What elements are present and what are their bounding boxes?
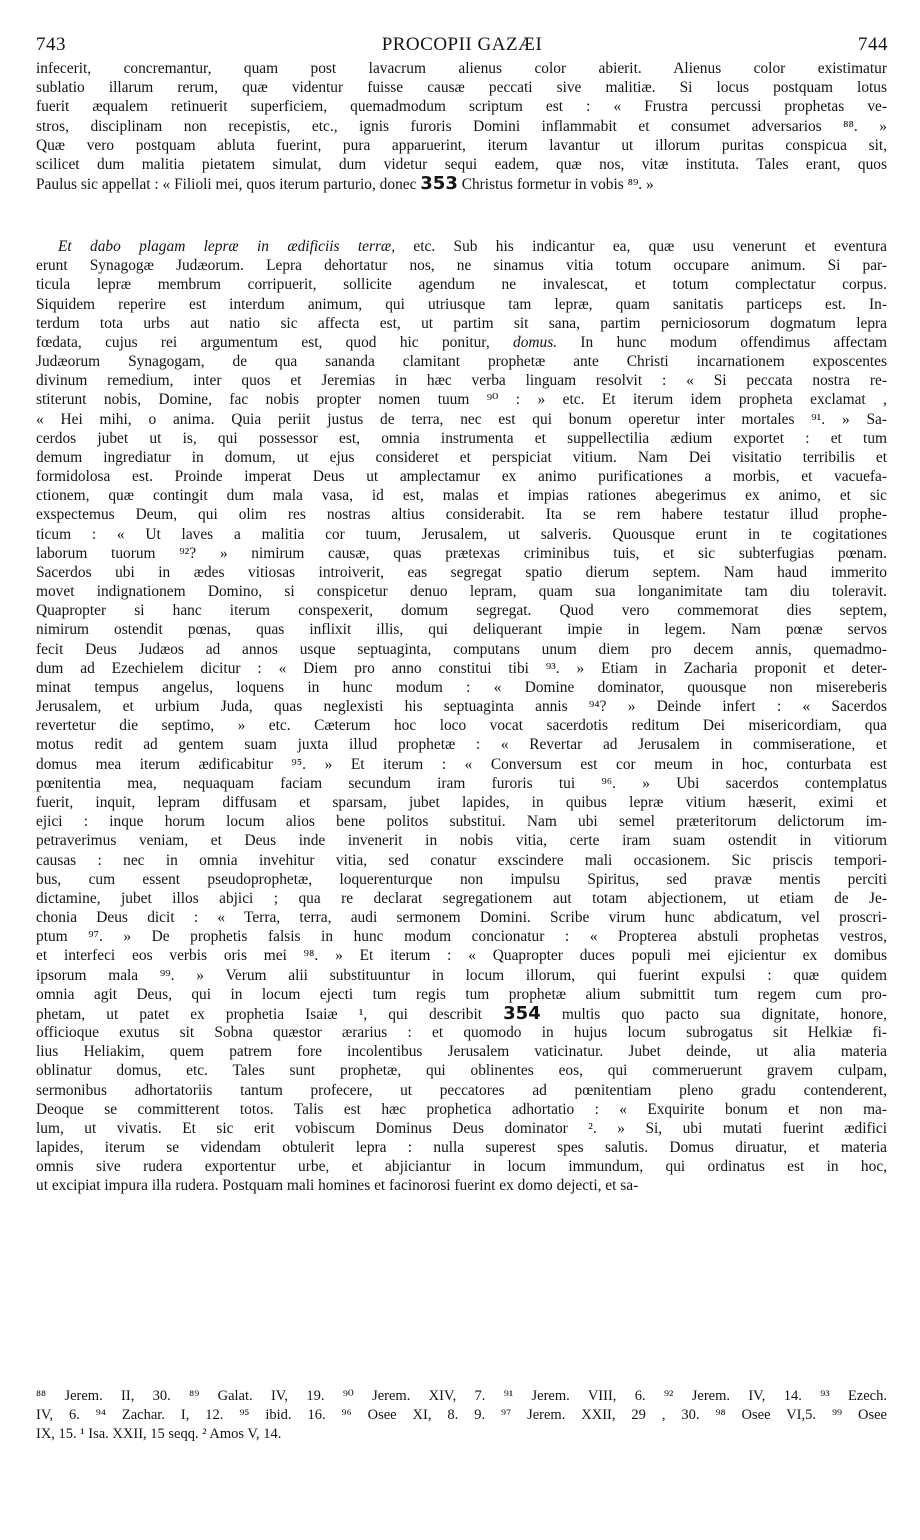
- text-line: divinum remedium, inter quos et Jeremias in hæc verba linguam resolvit : « Si peccata nostra re-: [36, 372, 887, 390]
- text-line: oblinatur domus, etc. Tales sunt prophetæ, qui oblinentes eos, qui commeruerunt gravem culpam,: [36, 1062, 887, 1080]
- text-run: In hunc modum offendimus affectam: [557, 333, 887, 351]
- running-title: PROCOPII GAZÆI: [381, 34, 543, 55]
- text-line: Judæorum Synagogam, de qua sananda clamitant prophetæ ante Christi incarnationem exposcentes: [36, 353, 887, 371]
- text-run: Christus formetur in vobis ⁸⁹. »: [457, 176, 654, 194]
- text-line: ctionem, quæ contingit dum mala vasa, id est, malas et impias rationes abegerimus ex animo, et sic: [36, 487, 887, 505]
- text-line: [36, 237, 887, 256]
- text-line: Deoque se committerent totos. Talis est hæc prophetica adhortatio : « Exquirite bonum et non ma-: [36, 1100, 887, 1118]
- text-line: fecit Deus Judæos ad annos usque septuaginta, computans unum diem pro decem annis, quemadmo-: [36, 640, 887, 658]
- text-line: ipsorum mala ⁹⁹. » Verum alii substituuntur in locum illorum, qui fuerint expulsi : quæ quidem: [36, 966, 887, 984]
- text-line: omnia agit Deus, qui in locum ejecti tum regis tum prophetæ alium submittit tum regem cum pro-: [36, 985, 887, 1003]
- footnote-line: IV, 6. ⁹⁴ Zachar. I, 12. ⁹⁵ ibid. 16. ⁹⁶ Osee XI, 8. 9. ⁹⁷ Jerem. XXII, 29 , 30. ⁹⁸ Osee VI,5. ⁹⁹ Osee: [36, 1407, 887, 1423]
- text-run: etc. Sub his indicantur ea, quæ usu venerunt et eventura: [395, 238, 887, 255]
- text-line: lum, ut vivatis. Et sic erit vobiscum Dominus Deus dominator ². » Si, ubi mutati fuerint ædifici: [36, 1119, 887, 1137]
- italic-phrase: domus.: [513, 333, 558, 351]
- text-line: ticula lepræ membrum corripuerit, sollicite agendum ne invalescat, et totum complectatur corpus.: [36, 276, 887, 294]
- text-line: bus, cum essent pseudoprophetæ, loquerenturque non impulsu Spiritus, sed pravæ mentis perciti: [36, 870, 887, 888]
- running-header: [36, 34, 888, 62]
- text-line: movet indignationem Domino, si conspicetur denuo lepram, quam sua longanimitate tam diu toleravit.: [36, 583, 887, 601]
- paragraph-continuation: [36, 59, 887, 193]
- text-line: stros, disciplinam non recepistis, etc., ignis furoris Domini inflammabit et consumet adversarios ⁸⁸. »: [36, 117, 887, 135]
- text-line: erunt Synagogæ Judæorum. Lepra dehortatur nos, ne sinamus vitia totum occupare animum. Si par-: [36, 257, 887, 275]
- text-line: demum ingrediatur in domum, ut ejus consideret et perspiciat vitium. Nam Dei visitatio terribilis et: [36, 448, 887, 466]
- column-number: 353: [420, 173, 458, 195]
- text-line: Siquidem reperire est interdum animum, qui utriusque tam lepræ, quam sanitatis particeps est. In-: [36, 295, 887, 313]
- text-line: dum ad Ezechielem dicitur : « Diem pro anno constitui tibi ⁹³. » Etiam in Zacharia proponit et deter-: [36, 659, 887, 677]
- footnote-line: IX, 15. ¹ Isa. XXII, 15 seqq. ² Amos V, 14.: [36, 1426, 282, 1442]
- text-line: officioque exutus sit Sobna quæstor ærarius : et quomodo in hujus locum subrogatus sit Helkiæ fi-: [36, 1024, 887, 1042]
- text-line: exspectemus Deum, qui olim res nostras altius considerabit. Ita se rem habere testatur illud prophe-: [36, 506, 887, 524]
- text-line: ticum : « Ut laves a malitia cor tuum, Jerusalem, ut salveris. Quousque erunt in te cogitationes: [36, 525, 887, 543]
- text-line: scilicet dum malitia pietatem simulat, dum videtur sequi eadem, quæ nos, vitæ instituta. Tales erant, quos: [36, 155, 887, 173]
- italic-phrase: Et dabo plagam lepræ in ædificiis terræ,: [58, 238, 396, 255]
- text-line: fuerit, inquit, lepram diffusam et sparsam, jubet lapides, in quibus lepræ vitium hæserit, eximi et: [36, 793, 887, 811]
- text-line: omnis sive rudera exportentur urbe, et abjiciantur in locum immundum, qui ordinatus est in hoc,: [36, 1158, 887, 1176]
- footnote-line: ⁸⁸ Jerem. II, 30. ⁸⁹ Galat. IV, 19. ⁹⁰ Jerem. XIV, 7. ⁹¹ Jerem. VIII, 6. ⁹² Jerem. IV, 14. ⁹³ Ezech.: [36, 1388, 887, 1404]
- text-run: Paulus sic appellat : « Filioli mei, quos iterum parturio, donec: [36, 176, 421, 194]
- text-line: motus redit ad gentem suam juxta illud prophetæ : « Revertar ad Jerusalem in commiseratione, et: [36, 736, 887, 754]
- text-line: laborum tuorum ⁹²? » nimirum causæ, quas prætexas criminibus tuis, et sic subterfugias pœnam.: [36, 544, 887, 562]
- text-line: stiterunt nobis, Domine, fac nobis propter nomen tuum ⁹⁰ : » etc. Et iterum idem propheta exclamat ,: [36, 391, 887, 409]
- text-line: Quapropter si hanc iterum conspexerit, domum segregat. Quod vero commemorat dies septem,: [36, 602, 887, 620]
- text-line: causas : nec in omnia invehitur vitia, sed conatur exscindere mali occasionem. Sic priscis tempori-: [36, 851, 887, 869]
- text-line: ut excipiat impura illa rudera. Postquam mali homines et facinorosi fuerint ex domo dejecti, et sa-: [36, 1177, 639, 1195]
- paragraph-leprosy-commentary: [36, 237, 887, 1196]
- text-line: chonia Deus dicit : « Terra, terra, audi sermonem Domini. Scribe virum hunc abdicatum, vel proscri-: [36, 909, 887, 927]
- text-line: [36, 174, 887, 193]
- text-line: sermonibus adhortatoriis tantum profecere, ut peccatores ad pœnitentiam pleno gradu contenderent,: [36, 1081, 887, 1099]
- text-line: sublatio illarum rerum, quæ videntur fuisse causæ peccati sive malitiæ. Si locus postquam lotus: [36, 79, 887, 97]
- text-run: multis quo pacto sua dignitate, honore,: [540, 1005, 887, 1023]
- text-line: ejici : inque horum locum alios bene politos substitui. Nam ubi semel præteritorum delictorum im-: [36, 813, 887, 831]
- text-line: [36, 333, 887, 352]
- text-line: revertetur die septimo, » etc. Cæterum hoc loco vocat sacerdotis reditum Dei misericordiam, qua: [36, 717, 887, 735]
- text-line: infecerit, concremantur, quam post lavacrum alienus color abierit. Alienus color existimatur: [36, 60, 887, 77]
- text-line: Sacerdos ubi in ædes vitiosas introiverit, eas segregat spatio dierum septem. Nam haud immerito: [36, 563, 887, 581]
- text-line: et interfeci eos verbis oris mei ⁹⁸. » Et iterum : « Quapropter duces populi mei ejicientur ex domibus: [36, 947, 887, 965]
- text-line: Jerusalem, et urbium Juda, quas neglexisti his septuaginta annis ⁹⁴? » Deinde infert : « Sacerdos: [36, 698, 887, 716]
- text-line: fuerit æqualem retinuerit superficiem, quemadmodum scriptum est : « Frustra percussi prophetas ve-: [36, 98, 887, 116]
- text-line: cerdos jubet ut is, qui possessor est, omnia instrumenta et suppellectilia ædium exportet : et tum: [36, 429, 887, 447]
- text-run: fœdata, cujus rei argumentum est, quod hic ponitur,: [36, 333, 514, 351]
- text-line: dictamine, jubet illos abjici ; qua re declarat segregationem aut totam abjectionem, ut etiam de Je-: [36, 889, 887, 907]
- text-line: minat tempus angelus, loquens in hunc modum : « Domine dominator, quousque non misereberis: [36, 678, 887, 696]
- text-line: lapides, iterum se videndam obtulerit lepra : nulla superest spes salutis. Domus diruatur, et materia: [36, 1139, 887, 1157]
- footnotes: [36, 1387, 887, 1444]
- text-line: pœnitentia mea, nequaquam faciam secundum iram furoris tui ⁹⁶. » Ubi sacerdos contemplatus: [36, 774, 887, 792]
- text-line: Quæ vero postquam abluta fuerint, pura apparuerint, iterum lavantur ut illorum puritas conspicua sit,: [36, 136, 887, 154]
- text-line: petraverimus veniam, et Deus inde invenerit in nobis vitia, certe iram suam ostendit in vitiorum: [36, 832, 887, 850]
- text-line: nimirum ostendit pœnas, quas inflixit illis, qui deliquerant impie in legem. Nam pœnæ servos: [36, 621, 887, 639]
- text-line: domus mea iterum ædificabitur ⁹⁵. » Et iterum : « Conversum est cor meum in hoc, conturbata est: [36, 755, 887, 773]
- text-line: terdum tota urbs aut natio sic affecta est, ut partim sit sana, partim perniciosorum dogmatum lepra: [36, 314, 887, 332]
- text-run: phetam, ut patet ex prophetia Isaiæ ¹, qui describit: [36, 1005, 504, 1023]
- text-line: formidolosa est. Proinde imperat Deus ut amplectamur ex animo purificationes a morbis, et vacuefa-: [36, 468, 887, 486]
- page-number-left: 743: [36, 34, 66, 55]
- text-line: « Hei mihi, o anima. Quia periit justus de terra, nec est qui bonum operetur inter mortales ⁹¹. » Sa-: [36, 410, 887, 428]
- text-line: ptum ⁹⁷. » De prophetis falsis in hunc modum concionatur : « Propterea abstuli prophetas vestros,: [36, 928, 887, 946]
- column-number: 354: [503, 1002, 541, 1024]
- text-line: [36, 1004, 887, 1023]
- page-number-right: 744: [858, 34, 888, 55]
- text-line: lius Heliakim, quem patrem fore incolentibus Jerusalem vaticinatur. Jubet deinde, ut alia materia: [36, 1043, 887, 1061]
